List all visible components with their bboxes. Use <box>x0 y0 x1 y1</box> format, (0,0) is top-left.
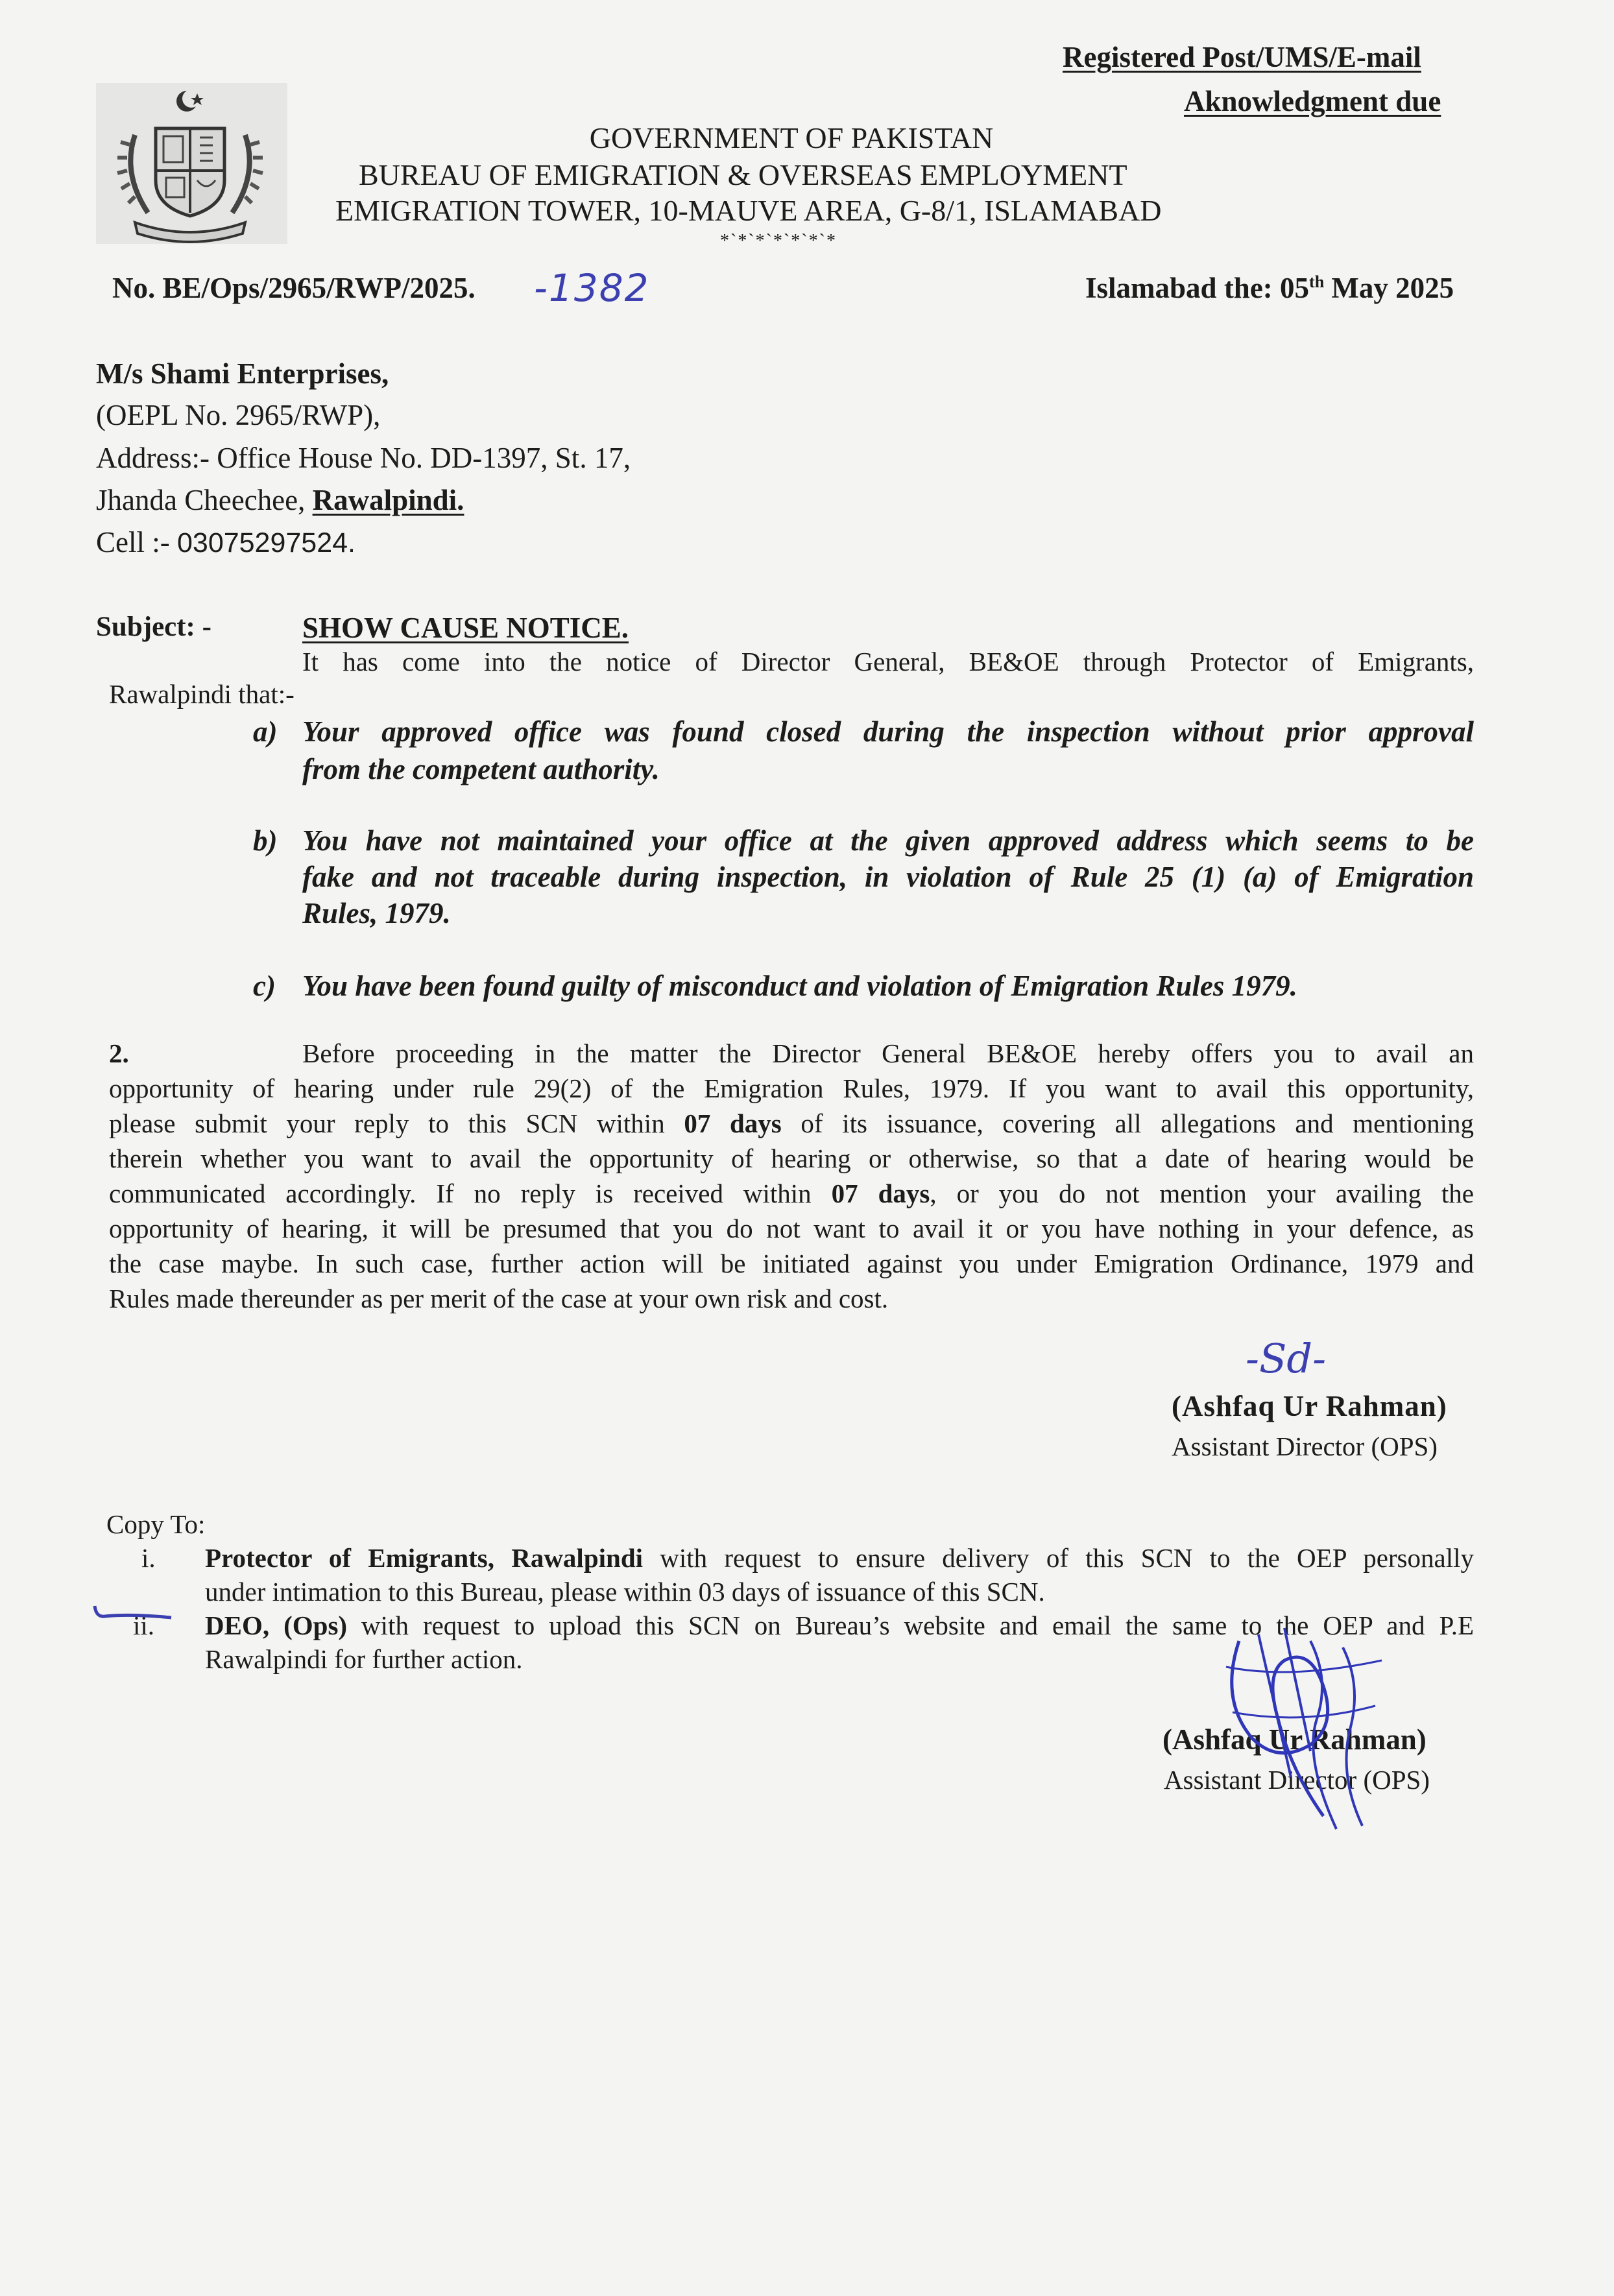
handwritten-sd-mark: -Sd- <box>1246 1335 1327 1382</box>
para-2-line-3-b: of its issuance, covering all allegations and mentioning <box>781 1108 1475 1138</box>
para-2-line-1: Before proceeding in the matter the Director General BE&OE hereby offers you to avail an <box>302 1038 1474 1068</box>
copy-to-ii-marker: ii. <box>133 1610 155 1640</box>
address-area: Jhanda Cheechee, <box>96 484 313 516</box>
signatory-name-1: (Ashfaq Ur Rahman) <box>1172 1390 1447 1422</box>
addressee-address-line2 <box>96 483 464 517</box>
copy-to-i-recipient: Protector of Emigrants, Rawalpindi <box>205 1543 644 1573</box>
copy-to-ii-recipient: DEO, (Ops) <box>205 1610 348 1640</box>
allegation-c-line-1: You have been found guilty of misconduct and violation of Emigration Rules 1979. <box>302 970 1297 1002</box>
para-2-line-4: therein whether you want to avail the opportunity of hearing or otherwise, so that a date of hearing would be <box>109 1143 1474 1173</box>
addressee-address-line1 <box>96 441 631 475</box>
address-city: Rawalpindi. <box>312 484 464 516</box>
letterhead-bureau: BUREAU OF EMIGRATION & OVERSEAS EMPLOYMENT <box>359 158 1127 191</box>
subject-title: SHOW CAUSE NOTICE. <box>302 612 629 644</box>
allegation-b-line-2: fake and not traceable during inspection, in violation of Rule 25 (1) (a) of Emigration <box>302 861 1474 893</box>
letter-date <box>1085 271 1454 305</box>
allegation-a-marker: a) <box>253 715 278 748</box>
allegation-a-line-1: Your approved office was found closed during the inspection without prior approval <box>302 715 1474 748</box>
signatory-designation-2: Assistant Director (OPS) <box>1164 1765 1430 1795</box>
para-2-deadline-2: 07 days <box>831 1178 930 1208</box>
para-2-line-5-a: communicated accordingly. If no reply is received within <box>109 1178 832 1208</box>
acknowledgment-label: Aknowledgment due <box>1184 85 1441 117</box>
letterhead-address: EMIGRATION TOWER, 10-MAUVE AREA, G-8/1, ISLAMABAD <box>335 194 1162 227</box>
copy-to-i-line-1 <box>205 1542 1474 1573</box>
date-month-year: May 2025 <box>1324 272 1454 304</box>
allegation-a-line-2: from the competent authority. <box>302 753 660 785</box>
address-value: Office House No. DD-1397, St. 17, <box>217 442 631 474</box>
para-2-line-3-a: please submit your reply to this SCN within <box>109 1108 684 1138</box>
copy-to-ii-line-2: Rawalpindi for further action. <box>205 1644 523 1674</box>
intro-line-1: It has come into the notice of Director General, BE&OE through Protector of Emigrants, <box>302 647 1474 676</box>
state-emblem <box>96 83 287 244</box>
copy-to-i-marker: i. <box>141 1543 156 1573</box>
reference-number: No. BE/Ops/2965/RWP/2025. <box>112 272 476 304</box>
allegation-c-marker: c) <box>253 970 276 1002</box>
signatory-designation-1: Assistant Director (OPS) <box>1172 1431 1438 1461</box>
handwritten-signature <box>1213 1621 1408 1836</box>
registered-post-label: Registered Post/UMS/E-mail <box>1063 41 1421 73</box>
para-2-deadline-1: 07 days <box>684 1108 782 1138</box>
intro-line-2: Rawalpindi that:- <box>109 679 295 709</box>
copy-to-i-line-2: under intimation to this Bureau, please within 03 days of issuance of this SCN. <box>205 1577 1045 1607</box>
signatory-name-2: (Ashfaq Ur Rahman) <box>1162 1723 1427 1756</box>
cell-label: Cell :- <box>96 526 177 558</box>
copy-to-i-text: with request to ensure delivery of this SCN to the OEP personally <box>643 1543 1474 1573</box>
para-2-line-6: opportunity of hearing, it will be presumed that you do not want to avail it or you have nothing in your defence, as <box>109 1214 1474 1243</box>
handwritten-tick-mark <box>91 1602 175 1628</box>
para-2-number: 2. <box>109 1038 129 1068</box>
addressee-oepl: (OEPL No. 2965/RWP), <box>96 399 381 431</box>
subject-label: Subject: - <box>96 612 211 642</box>
letterhead-govt: GOVERNMENT OF PAKISTAN <box>589 121 994 154</box>
cell-number: 03075297524. <box>176 527 355 558</box>
addressee-name: M/s Shami Enterprises, <box>96 357 389 390</box>
allegation-b-line-3: Rules, 1979. <box>302 897 451 929</box>
handwritten-dispatch-number: -1382 <box>534 266 650 310</box>
address-label: Address:- <box>96 442 217 474</box>
para-2-line-2: opportunity of hearing under rule 29(2) of the Emigration Rules, 1979. If you want to avail this opportunity, <box>109 1073 1474 1103</box>
letterhead-stars: *`*`*`*`*`*`* <box>720 231 837 251</box>
copy-to-ii-text: with request to upload this SCN on Bureau’s website and email the same to the OEP and P.E <box>347 1610 1474 1640</box>
allegation-b-line-1: You have not maintained your office at the given approved address which seems to be <box>302 824 1474 857</box>
date-prefix: Islamabad the: 05 <box>1085 272 1310 304</box>
para-2-line-8: Rules made thereunder as per merit of the case at your own risk and cost. <box>109 1284 889 1313</box>
date-suffix-th: th <box>1309 272 1325 291</box>
addressee-cell <box>96 525 355 559</box>
para-2-line-3 <box>109 1108 1474 1139</box>
allegation-b-marker: b) <box>253 824 278 857</box>
copy-to-label: Copy To: <box>106 1509 206 1539</box>
emblem-graphic <box>96 83 287 244</box>
para-2-line-5 <box>109 1178 1474 1209</box>
para-2-line-7: the case maybe. In such case, further action will be initiated against you under Emigration Ordinance, 1979 and <box>109 1249 1474 1278</box>
para-2-line-5-b: , or you do not mention your availing the <box>930 1178 1474 1208</box>
